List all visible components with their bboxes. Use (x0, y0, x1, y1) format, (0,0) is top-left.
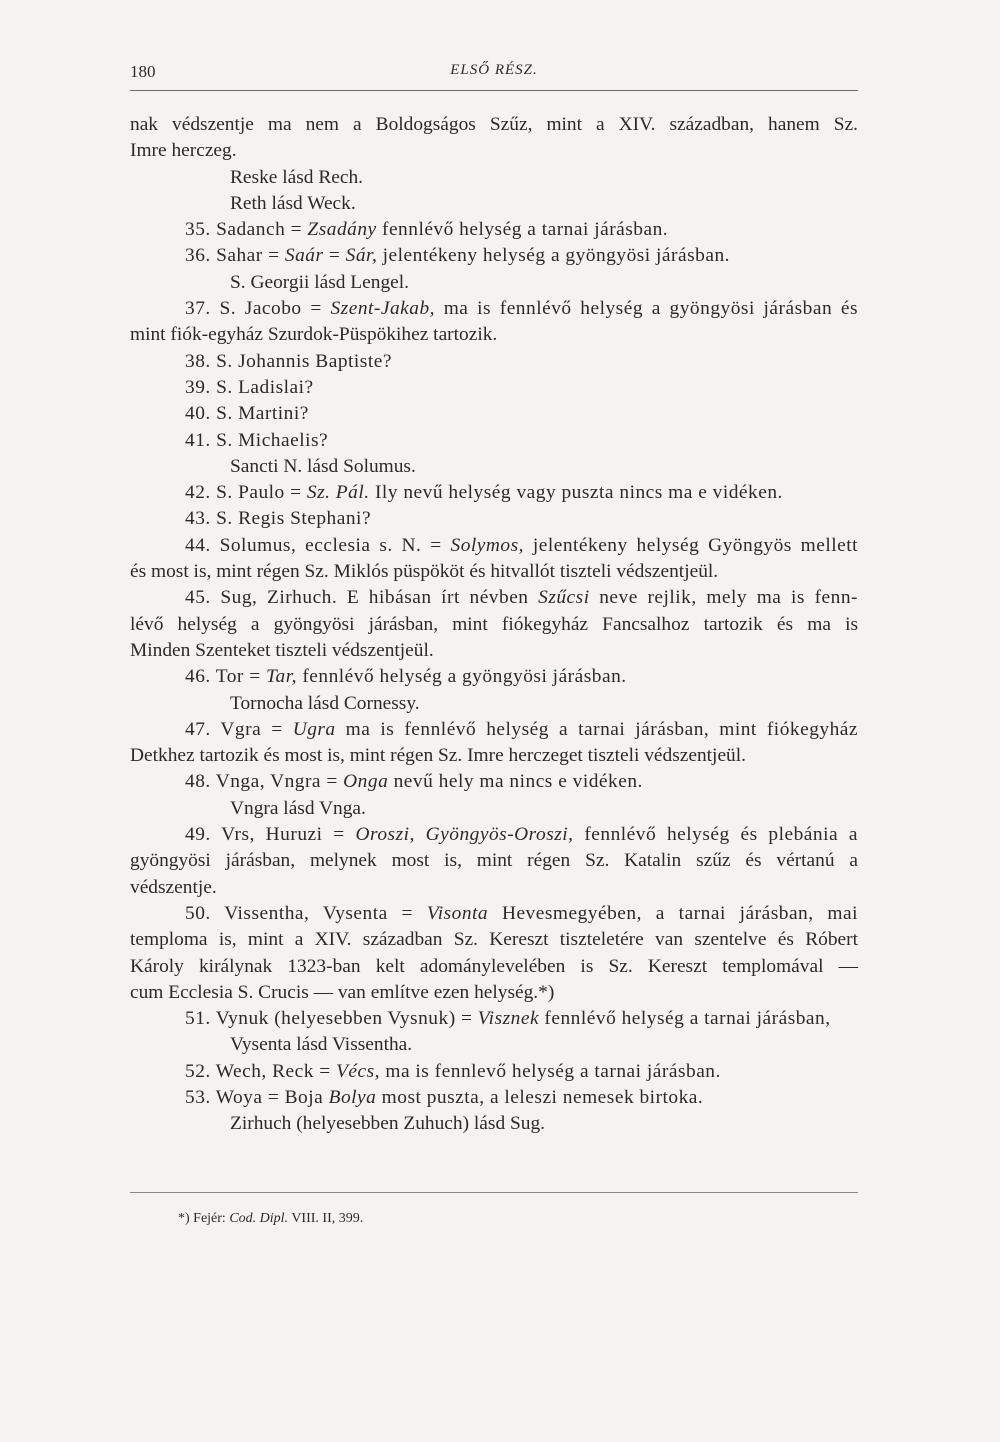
text-segment: Detkhez tartozik és most is, mint régen Sz. Imre herczeget tiszteli védszentjeül. (130, 745, 746, 767)
text-line (130, 112, 858, 138)
entry-line (130, 428, 858, 454)
text-segment: 35. Sadanch = (185, 219, 308, 241)
text-segment: Reth lásd Weck. (230, 192, 356, 214)
italic-name: Szűcsi (538, 587, 590, 609)
body-text (130, 112, 858, 1138)
italic-name: Ugra (292, 718, 336, 740)
text-segment: most puszta, a leleszi nemesek birtoka. (376, 1086, 704, 1108)
text-line (130, 980, 858, 1006)
text-segment: nevű hely ma nincs e vidéken. (388, 771, 643, 793)
entry-line (130, 664, 858, 690)
text-line (130, 638, 858, 664)
entry-line (130, 243, 858, 269)
text-segment: fennlévő helység a tarnai járásban, (539, 1008, 831, 1030)
text-segment: 38. S. Johannis Baptiste? (185, 350, 392, 372)
entry-line (130, 401, 858, 427)
footnote (178, 1211, 363, 1227)
entry-line (130, 822, 858, 848)
footnote-source: Cod. Dipl. (229, 1211, 289, 1226)
entry-line (130, 296, 858, 322)
text-line (130, 796, 858, 822)
entry-line (130, 375, 858, 401)
text-segment: 49. Vrs, Huruzi = (185, 824, 356, 846)
text-line (130, 270, 858, 296)
text-segment: 46. Tor = (185, 666, 267, 688)
text-line (130, 191, 858, 217)
text-segment: 42. S. Paulo = (185, 482, 307, 504)
italic-name: Saár (284, 245, 324, 267)
text-segment: jelentékeny helység Gyöngyös mellett (524, 534, 859, 556)
text-line (130, 927, 858, 953)
entry-line (130, 349, 858, 375)
text-line (130, 743, 858, 769)
entry-line (130, 1059, 858, 1085)
text-segment: Tornocha lásd Cornessy. (230, 692, 420, 714)
italic-name: Bolya (328, 1086, 377, 1108)
entry-line (130, 769, 858, 795)
text-segment: Hevesmegyében, a tarnai járásban, mai (488, 902, 858, 924)
entry-line (130, 1085, 858, 1111)
text-segment: 43. S. Regis Stephani? (185, 508, 372, 530)
text-segment: ma is fennlévő helység a tarnai járásban, mint fiókegyház (335, 718, 858, 740)
text-segment: 50. Vissentha, Vysenta = (185, 902, 427, 924)
italic-name: Zsadány (307, 219, 377, 241)
text-segment: gyöngyösi járásban, melynek most is, mint régen Sz. Katalin szűz és vértanú a (130, 850, 858, 872)
text-segment: fennlévő helység és plebánia a (573, 824, 858, 846)
entry-line (130, 506, 858, 532)
text-line (130, 165, 858, 191)
text-segment: és most is, mint régen Sz. Miklós püspököt és hitvallót tiszteli védszentjeül. (130, 561, 719, 583)
text-segment: fennlévő helység a tarnai járásban. (376, 219, 669, 241)
text-segment: nak védszentje ma nem a Boldogságos Szűz, mint a XIV. században, hanem Sz. (130, 114, 858, 135)
footnote-ref: VIII. II, 399. (291, 1211, 364, 1226)
text-segment: Vngra lásd Vnga. (230, 797, 366, 819)
text-segment: Reske lásd Rech. (230, 166, 364, 188)
text-segment: cum Ecclesia S. Crucis — van említve ezen helység.*) (130, 981, 555, 1003)
text-segment: jelentékeny helység a gyöngyösi járásban. (377, 245, 730, 267)
entry-line (130, 717, 858, 743)
text-segment: 36. Sahar = (185, 245, 285, 267)
text-segment: Imre herczeg. (130, 140, 237, 162)
italic-name: Tar, (266, 666, 297, 688)
text-segment: 47. Vgra = (185, 718, 293, 740)
italic-name: Sár, (345, 245, 378, 267)
italic-name: Szent-Jakab, (330, 298, 436, 320)
text-segment: 40. S. Martini? (185, 403, 309, 425)
text-line (130, 875, 858, 901)
text-segment: 51. Vynuk (helyesebben Vysnuk) = (185, 1008, 478, 1030)
text-segment: fennlévő helység a gyöngyösi járásban. (296, 666, 627, 688)
entry-line (130, 533, 858, 559)
text-segment: Vysenta lásd Vissentha. (230, 1034, 413, 1056)
entry-line (130, 901, 858, 927)
text-line (130, 691, 858, 717)
page-number: 180 (130, 62, 156, 81)
text-segment: 41. S. Michaelis? (185, 429, 329, 451)
text-line (130, 612, 858, 638)
text-line (130, 1111, 858, 1137)
text-segment: Sancti N. lásd Solumus. (230, 455, 416, 477)
text-segment: Minden Szenteket tiszteli védszentjeül. (130, 639, 434, 661)
italic-name: Vécs, (336, 1060, 381, 1082)
text-segment: 48. Vnga, Vngra = (185, 771, 344, 793)
text-segment: 39. S. Ladislai? (185, 376, 314, 398)
running-title: ELSŐ RÉSZ. (450, 62, 538, 78)
text-line (130, 454, 858, 480)
text-line (130, 954, 858, 980)
italic-name: Visonta (426, 902, 489, 924)
page-header (130, 62, 858, 86)
footnote-marker: *) Fejér: (178, 1211, 226, 1226)
text-segment: = (323, 245, 346, 267)
entry-line (130, 1006, 858, 1032)
text-line (130, 138, 858, 164)
italic-name: Onga (343, 771, 389, 793)
italic-name: Sz. Pál. (306, 482, 370, 504)
italic-name: Solymos, (450, 534, 524, 556)
text-segment: 52. Wech, Reck = (185, 1060, 337, 1082)
entry-line (130, 585, 858, 611)
text-line (130, 559, 858, 585)
header-rule (130, 90, 858, 91)
text-segment: temploma is, mint a XIV. században Sz. Kereszt tiszteletére van szentelve és Róbert (130, 929, 858, 951)
text-line (130, 322, 858, 348)
italic-name: Oroszi, Gyöngyös-Oroszi, (355, 824, 574, 846)
footnote-rule (130, 1192, 858, 1193)
text-segment: ma is fennlevő helység a tarnai járásban. (380, 1060, 721, 1082)
text-segment: 45. Sug, Zirhuch. E hibásan írt névben (185, 587, 539, 609)
text-segment: neve rejlik, mely ma is fenn- (589, 587, 858, 609)
italic-name: Visznek (477, 1008, 540, 1030)
text-segment: ma is fennlévő helység a gyöngyösi járásban és (435, 298, 858, 320)
text-segment: 53. Woya = Boja (185, 1086, 329, 1108)
text-segment: S. Georgii lásd Lengel. (230, 271, 409, 293)
text-segment: Ily nevű helység vagy puszta nincs ma e vidéken. (369, 482, 783, 504)
entry-line (130, 480, 858, 506)
text-segment: Károly királynak 1323-ban kelt adománylevelében is Sz. Kereszt templomával — (130, 955, 858, 977)
text-segment: Zirhuch (helyesebben Zuhuch) lásd Sug. (230, 1113, 546, 1135)
entry-line (130, 217, 858, 243)
text-segment: 44. Solumus, ecclesia s. N. = (185, 534, 451, 556)
text-segment: mint fiók-egyház Szurdok-Püspökihez tartozik. (130, 324, 498, 346)
text-segment: védszentje. (130, 876, 217, 898)
text-line (130, 848, 858, 874)
text-segment: lévő helység a gyöngyösi járásban, mint fiókegyház Fancsalhoz tartozik és ma is (130, 613, 858, 635)
text-segment: 37. S. Jacobo = (185, 298, 331, 320)
text-line (130, 1032, 858, 1058)
